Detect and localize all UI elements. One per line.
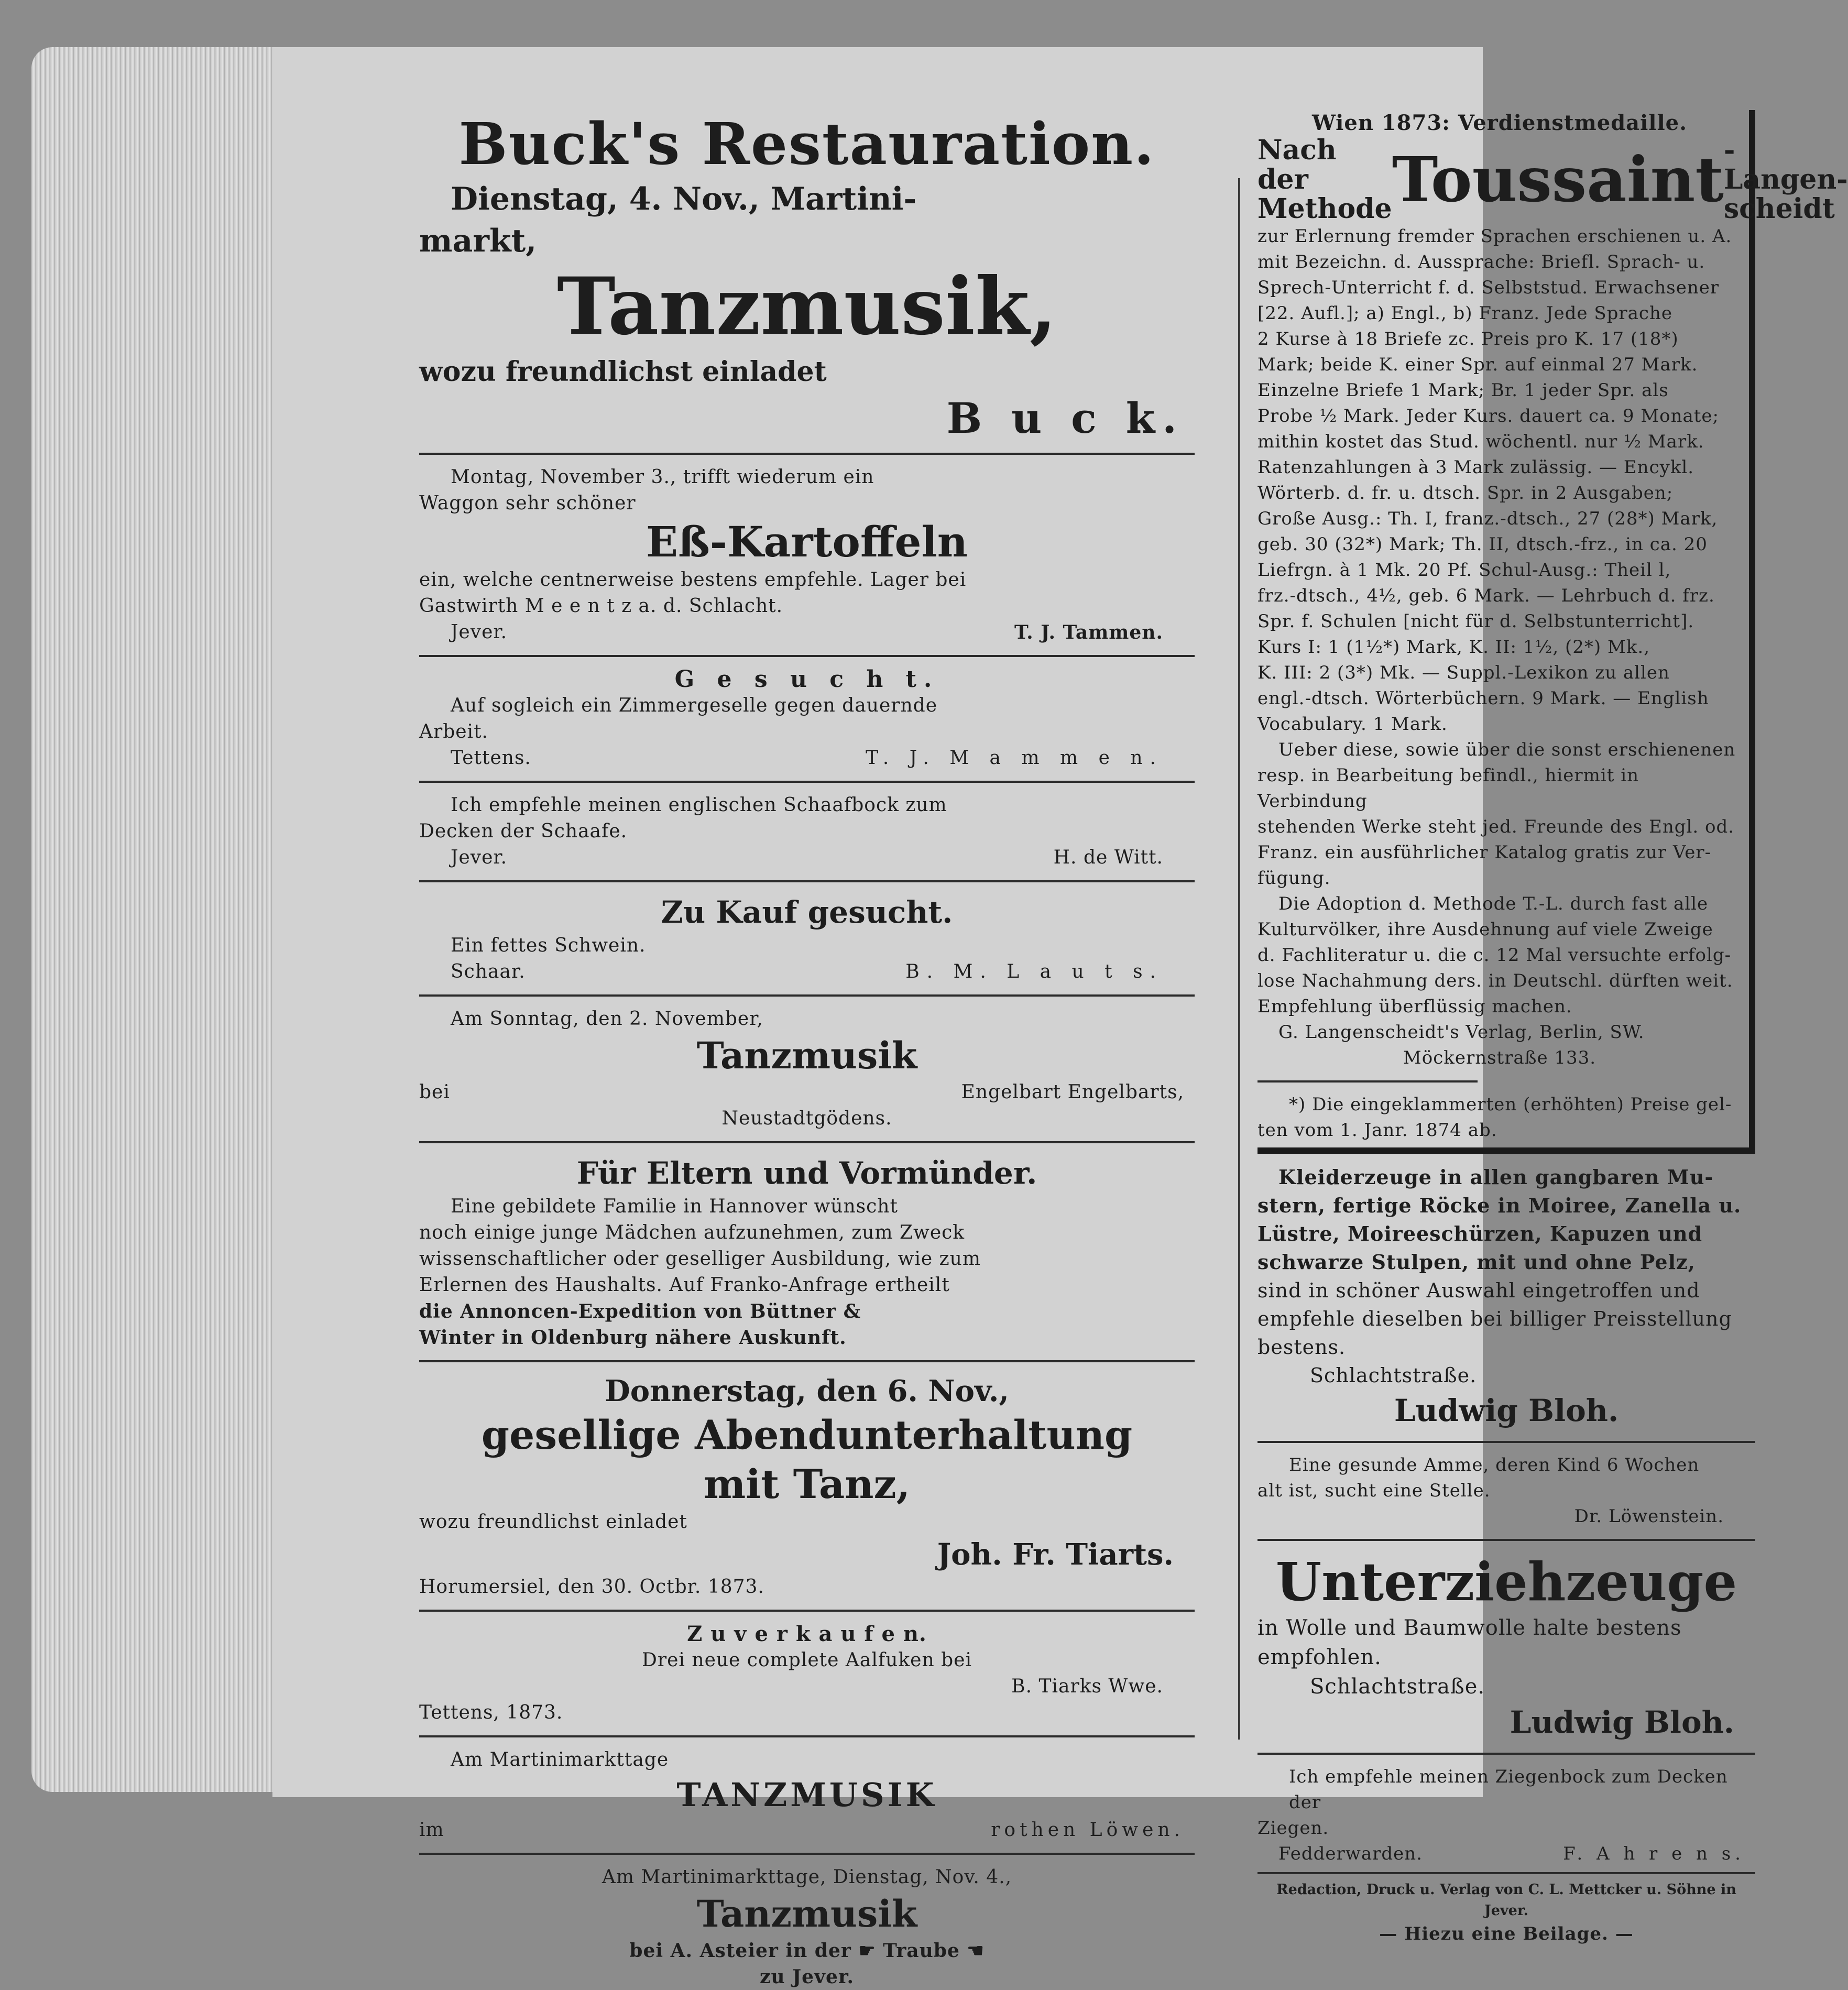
ad-line: mithin kostet das Stud. wöchentl. nur ½ Mark. (1257, 431, 1704, 452)
ad-headline: Tanzmusik (696, 1892, 917, 1936)
book-page-edges (31, 47, 293, 1792)
ad-line: Ratenzahlungen à 3 Mark zulässig. — Encykl. (1257, 457, 1694, 478)
ad-line: Ich empfehle meinen Ziegenbock zum Decken der (1289, 1766, 1728, 1813)
right-column (1257, 110, 1848, 1947)
ad-line: lose Nachahmung ders. in Deutschl. dürften weit. (1257, 970, 1733, 991)
ad-line: Kurs I: 1 (1½*) Mark, K. II: 1½, (2*) Mk., (1257, 637, 1650, 658)
ad-footnote: *) Die eingeklammerten (erhöhten) Preise gel- (1289, 1094, 1732, 1115)
ad-place: rothen Löwen. (991, 1819, 1184, 1841)
ad-line: Kulturvölker, ihre Ausdehnung auf viele Zweige (1257, 919, 1713, 940)
ad-line: wissenschaftlicher oder geselliger Ausbildung, wie zum (419, 1248, 981, 1270)
ad-headline: Unterziehzeuge (1275, 1551, 1737, 1613)
ad-kauf (419, 892, 1195, 985)
ad-gesucht (419, 666, 1195, 771)
ad-separator (419, 1141, 1195, 1143)
ad-separator (419, 1853, 1195, 1855)
ad-line: ein, welche centnerweise bestens empfehle. Lager bei (419, 569, 967, 591)
ad-body (1257, 224, 1742, 1020)
ad-line: Mark; beide K. einer Spr. auf einmal 27 Mark. (1257, 354, 1698, 375)
ad-heading: Wien 1873: Verdienstmedaille. (1311, 111, 1688, 135)
ad-place: Jever. (451, 621, 508, 643)
ad-martinimarkt (419, 1747, 1195, 1843)
page-footer (1257, 1879, 1755, 1947)
ad-line: stehenden Werke steht jed. Freunde des Engl. od. (1257, 816, 1735, 837)
ad-line: scheidt (1723, 193, 1835, 225)
ad-line: wozu freundlichst einladet (419, 1511, 687, 1533)
ad-name: T. J. Tammen. (1014, 621, 1163, 643)
ad-line: d. Fachliteratur u. die c. 12 Mal versuchte erfolg- (1257, 945, 1732, 966)
ad-line: geb. 30 (32*) Mark; Th. II, dtsch.-frz., in ca. 20 (1257, 534, 1708, 555)
ad-heading: Z u v e r k a u f e n. (687, 1622, 927, 1646)
ad-buck (419, 110, 1195, 443)
ad-signature: Ludwig Bloh. (1510, 1704, 1734, 1740)
ad-line: Kleiderzeuge in allen gangbaren Mu- (1278, 1165, 1714, 1189)
ad-dateline: Tettens, 1873. (419, 1702, 563, 1723)
ad-line: schwarze Stulpen, mit und ohne Pelz, (1257, 1250, 1696, 1274)
footer-beilage: — Hiezu eine Beilage. — (1379, 1923, 1634, 1944)
ad-verkaufen (419, 1621, 1195, 1726)
ad-sonntag (419, 1006, 1195, 1132)
ad-line: Vocabulary. 1 Mark. (1257, 714, 1448, 735)
ad-kleider (1257, 1163, 1755, 1431)
ad-footnote: ten vom 1. Janr. 1874 ab. (1257, 1120, 1497, 1141)
ad-heading: Für Eltern und Vormünder. (576, 1155, 1037, 1191)
ad-eltern (419, 1153, 1195, 1351)
ad-line: Winter in Oldenburg nähere Auskunft. (419, 1327, 847, 1349)
ad-kartoffeln (419, 464, 1195, 646)
ad-line: Liefrgn. à 1 Mk. 20 Pf. Schul-Ausg.: Theil l, (1257, 560, 1671, 581)
column-divider (1238, 178, 1240, 1740)
ad-line: Am Martinimarkttage, Dienstag, Nov. 4., (602, 1866, 1012, 1888)
ad-line: Empfehlung überflüssig machen. (1257, 996, 1572, 1017)
ad-separator (1257, 1753, 1755, 1755)
ad-line: in Wolle und Baumwolle halte bestens (1257, 1616, 1682, 1640)
ad-line: zur Erlernung fremder Sprachen erschienen u. A. (1257, 226, 1732, 247)
ad-line: Arbeit. (419, 721, 488, 742)
ad-title: Buck's Restauration. (458, 110, 1155, 178)
ad-line: Wörterb. d. fr. u. dtsch. Spr. in 2 Ausgaben; (1257, 483, 1674, 504)
ad-name: T. J. M a m m e n. (866, 747, 1163, 769)
ad-line: Nach der (1257, 134, 1337, 195)
ad-name: B. Tiarks Wwe. (1011, 1676, 1163, 1697)
ad-line: Dienstag, 4. Nov., Martini- (451, 181, 917, 217)
ad-line: Spr. f. Schulen [nicht für d. Selbstunterricht]. (1257, 611, 1694, 632)
footer-imprint: Redaction, Druck u. Verlag von C. L. Mettcker u. Söhne in Jever. (1276, 1882, 1736, 1919)
ad-place: Fedderwarden. (1278, 1843, 1423, 1864)
ad-line: Große Ausg.: Th. I, franz.-dtsch., 27 (28*) Mark, (1257, 508, 1718, 529)
ad-separator (419, 453, 1195, 455)
ad-amme (1257, 1452, 1755, 1529)
ad-line: wozu freundlichst einladet (419, 356, 827, 388)
ad-line: noch einige junge Mädchen aufzunehmen, zum Zweck (419, 1222, 965, 1243)
ad-separator (419, 1610, 1195, 1612)
ad-separator (419, 655, 1195, 657)
ad-headline: mit Tanz, (703, 1461, 911, 1507)
ad-line: Einzelne Briefe 1 Mark; Br. 1 jeder Spr. als (1257, 380, 1669, 401)
ad-line: [22. Aufl.]; a) Engl., b) Franz. Jede Sprache (1257, 303, 1672, 324)
ad-name: Joh. Fr. Tiarts. (937, 1537, 1174, 1572)
ad-line: im (419, 1819, 444, 1841)
ad-place: Tettens. (451, 747, 531, 769)
ad-place: Schaar. (451, 961, 526, 982)
ad-line: resp. in Bearbeitung befindl., hiermit in Verbindung (1257, 765, 1639, 812)
ad-dateline: Horumersiel, den 30. Octbr. 1873. (419, 1576, 764, 1598)
ad-line: Eine gesunde Amme, deren Kind 6 Wochen (1289, 1455, 1700, 1475)
ad-line: Erlernen des Haushalts. Auf Franko-Anfrage ertheilt (419, 1274, 950, 1296)
ad-line: Ueber diese, sowie über die sonst erschienenen (1278, 739, 1736, 760)
ad-street: Schlachtstraße. (1310, 1364, 1477, 1387)
ad-ziegenbock (1257, 1764, 1755, 1867)
ad-publisher: G. Langenscheidt's Verlag, Berlin, SW. (1278, 1022, 1645, 1043)
ad-headline: Tanzmusik (696, 1034, 917, 1077)
ad-line: Eine gebildete Familie in Hannover wünscht (451, 1196, 898, 1217)
ad-separator (419, 994, 1195, 997)
ad-line: zu Jever. (759, 1966, 855, 1988)
ad-line: die Annoncen-Expedition von Büttner & (419, 1300, 861, 1322)
ad-line: Waggon sehr schöner (419, 493, 636, 514)
ad-name: F. A h r e n s. (1563, 1843, 1745, 1864)
ad-line: K. III: 2 (3*) Mk. — Suppl.-Lexikon zu allen (1257, 662, 1670, 683)
ad-line: Die Adoption d. Methode T.-L. durch fast alle (1278, 893, 1709, 914)
ad-toussaint (1257, 110, 1848, 1154)
ad-signature: Ludwig Bloh. (1394, 1393, 1619, 1428)
ad-line: Am Sonntag, den 2. November, (451, 1008, 763, 1030)
ad-line: stern, fertige Röcke in Moiree, Zanella u. (1257, 1194, 1742, 1217)
ad-line: Sprech-Unterricht f. d. Selbststud. Erwachsener (1257, 277, 1720, 298)
ad-line: frz.-dtsch., 4½, geb. 6 Mark. — Lehrbuch d. frz. (1257, 585, 1715, 606)
ad-schaafbock (419, 792, 1195, 871)
ad-line: empfehle dieselben bei billiger Preisstellung (1257, 1307, 1732, 1330)
ad-place: Jever. (451, 847, 508, 868)
left-column (419, 110, 1195, 1990)
ad-line: Drei neue complete Aalfuken bei (642, 1649, 972, 1671)
ad-traube (419, 1864, 1195, 1990)
ad-line: Methode (1257, 193, 1392, 225)
ad-line: Gastwirth M e e n t z a. d. Schlacht. (419, 595, 783, 617)
ad-place: Neustadtgödens. (721, 1108, 892, 1129)
ad-line: Decken der Schaafe. (419, 821, 628, 842)
ad-name: B. M. L a u t s. (905, 961, 1163, 982)
ad-heading: Zu Kauf gesucht. (661, 894, 953, 930)
ad-line: fügung. (1257, 868, 1331, 889)
ad-line: markt, (419, 223, 537, 259)
ad-separator (1257, 1539, 1755, 1541)
ad-line: Franz. ein ausführlicher Katalog gratis zur Ver- (1257, 842, 1712, 863)
ad-line: Lüstre, Moireeschürzen, Kapuzen und (1257, 1222, 1703, 1245)
ad-name: Engelbart Engelbarts, (961, 1081, 1184, 1103)
ad-separator (419, 1735, 1195, 1737)
ad-unterzieh (1257, 1550, 1755, 1743)
ad-headline: gesellige Abendunterhaltung (481, 1412, 1133, 1458)
ad-title-row (1257, 134, 1848, 225)
ad-line: Auf sogleich ein Zimmergeselle gegen dauernde (451, 695, 938, 716)
ad-heading: G e s u c h t. (674, 666, 939, 693)
ad-donnerstag (419, 1372, 1195, 1600)
ad-line: bei (419, 1081, 450, 1103)
ad-separator (419, 781, 1195, 783)
ad-line: Montag, November 3., trifft wiederum ein (451, 466, 874, 488)
ad-line: engl.-dtsch. Wörterbüchern. 9 Mark. — English (1257, 688, 1709, 709)
ad-street: Möckernstraße 133. (1403, 1047, 1597, 1068)
ad-name: H. de Witt. (1053, 847, 1163, 868)
ad-separator (419, 880, 1195, 882)
ad-headline: TANZMUSIK (676, 1776, 937, 1814)
ad-line: Donnerstag, den 6. Nov., (605, 1374, 1009, 1408)
ad-line: empfohlen. (1257, 1645, 1382, 1669)
newspaper-page (272, 47, 1848, 1988)
ad-separator (419, 1360, 1195, 1362)
ad-line: Ich empfehle meinen englischen Schaafbock zum (451, 794, 947, 816)
ad-line: mit Bezeichn. d. Aussprache: Briefl. Sprach- u. (1257, 252, 1705, 272)
ad-line: -Langen- (1723, 134, 1848, 195)
ad-separator (1257, 1441, 1755, 1443)
ad-line: bei A. Asteier in der ☛ Traube ☚ (629, 1940, 985, 1962)
ad-line: 2 Kurse à 18 Briefe zc. Preis pro K. 17 (18*) (1257, 329, 1679, 349)
ad-street: Schlachtstraße. (1310, 1675, 1485, 1699)
ad-line: Am Martinimarkttage (451, 1749, 669, 1770)
ad-line: alt ist, sucht eine Stelle. (1257, 1480, 1491, 1501)
ad-headline: Toussaint (1392, 143, 1724, 216)
ad-line: sind in schöner Auswahl eingetroffen und (1257, 1279, 1700, 1302)
ad-line: Probe ½ Mark. Jeder Kurs. dauert ca. 9 Monate; (1257, 406, 1720, 427)
ad-line: bestens. (1257, 1336, 1346, 1359)
footnote-separator (1257, 1080, 1478, 1083)
footer-separator (1257, 1872, 1755, 1874)
ad-name: Dr. Löwenstein. (1574, 1506, 1724, 1527)
ad-headline: Tanzmusik, (556, 260, 1057, 353)
ad-headline: Eß-Kartoffeln (646, 517, 968, 566)
ad-signature: B u c k. (946, 393, 1184, 443)
ad-line: Ziegen. (1257, 1818, 1329, 1839)
ad-line: Ein fettes Schwein. (451, 935, 646, 956)
